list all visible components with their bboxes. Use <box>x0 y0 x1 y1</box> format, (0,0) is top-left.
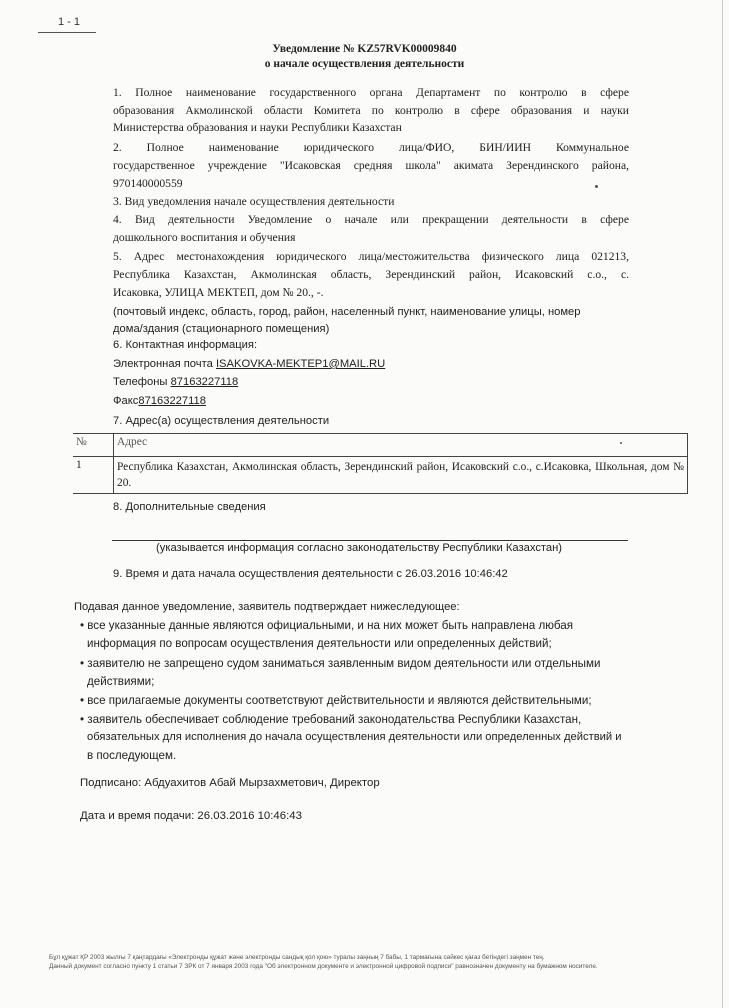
footer-line-ru: Данный документ согласно пункту 1 статьи 7 ЗРК от 7 января 2003 года "Об электронном документе и электронной цифровой подписи" равнозначен документу на бумажном носителе. <box>49 963 598 970</box>
address-table <box>73 433 688 494</box>
page-number: 1 - 1 <box>58 16 81 28</box>
item-4-line-2: дошкольного воспитания и обучения <box>113 231 296 244</box>
item-5-line-1: 5. Адрес местонахождения юридического лица/местожительства физического лица 021213, <box>113 250 629 263</box>
contact-heading: 6. Контактная информация: <box>113 339 258 351</box>
item-8-note: (указывается информация согласно законодательству Республики Казахстан) <box>156 542 563 554</box>
phone-row <box>113 376 238 388</box>
phone-label: Телефоны <box>113 376 168 388</box>
row-address: Республика Казахстан, Акмолинская область, Зерендинский район, Исаковский с.о., с.Исаковка, Школьная, дом № 20. <box>114 457 688 494</box>
item-1-line-3: Министерства образования и науки Республики Казахстан <box>113 121 402 134</box>
item-7-heading: 7. Адрес(а) осуществления деятельности <box>113 415 330 427</box>
item-2-line-3: 970140000559 <box>113 177 183 190</box>
bullet-4-line-3: в последующем. <box>87 749 177 762</box>
item-5-line-2: Республика Казахстан, Акмолинская область, Зерендинский район, Исаковский с.о., с. <box>113 268 629 281</box>
item-4-line-1: 4. Вид деятельности Уведомление о начале или прекращении деятельности в сфере <box>113 213 629 226</box>
email-row <box>113 358 385 370</box>
footer-line-kz: Бұл құжат ҚР 2003 жылғы 7 қаңтардағы «Электронды құжат және электронды сандық қол қою» туралы заңның 7 бабы, 1 тармағына сәйкес қағаз бетіндегі заңмен тең. <box>49 954 545 961</box>
item-9: 9. Время и дата начала осуществления деятельности с 26.03.2016 10:46:42 <box>113 568 508 580</box>
bullet-3: • все прилагаемые документы соответствуют действительности и являются действительными; <box>80 694 592 707</box>
item-5-line-3: Исаковка, УЛИЦА МЕКТЕП, дом № 20., -. <box>113 286 324 299</box>
bullet-2-line-1: • заявителю не запрещено судом заниматься заявленным видом деятельности или отдельными <box>80 657 601 670</box>
item-8-heading: 8. Дополнительные сведения <box>113 501 266 513</box>
scan-edge <box>722 0 723 1008</box>
item-2-line-2: государственное учреждение "Исаковская средняя школа" акимата Зерендинского района, <box>113 159 629 172</box>
item-1-line-2: образования Акмолинской области Комитета по контролю в сфере образования и науки <box>113 104 629 117</box>
item-1-line-1: 1. Полное наименование государственного органа Департамент по контролю в сфере <box>113 86 629 99</box>
confirmation-intro: Подавая данное уведомление, заявитель подтверждает нижеследующее: <box>74 601 460 613</box>
bullet-1-line-1: • все указанные данные являются официальными, и на них может быть направлена любая <box>80 619 574 632</box>
row-number: 1 <box>73 457 114 494</box>
fax-label: Факс <box>113 395 139 407</box>
item-2-line-1: 2. Полное наименование юридического лица/ФИО, БИН/ИИН Коммунальное <box>113 141 629 154</box>
bullet-4-line-1: • заявитель обеспечивает соблюдение требований законодательства Республики Казахстан, <box>80 713 582 726</box>
phone-value: 87163227118 <box>170 376 239 388</box>
additional-info-line <box>112 540 628 541</box>
col-number-header: № <box>73 434 114 457</box>
fax-row <box>113 395 206 407</box>
submission-datetime: Дата и время подачи: 26.03.2016 10:46:43 <box>80 810 302 822</box>
item-3: 3. Вид уведомления начале осуществления деятельности <box>113 195 395 208</box>
address-table-header <box>73 434 688 457</box>
table-row <box>73 457 688 494</box>
bullet-2-line-2: действиями; <box>87 675 155 688</box>
fax-value: 87163227118 <box>138 395 206 407</box>
document-subtitle: о начале осуществления деятельности <box>264 58 465 70</box>
email-value: ISAKOVKA-MEKTEP1@MAIL.RU <box>215 358 386 370</box>
item-5-note-line-1: (почтовый индекс, область, город, район, населенный пункт, наименование улицы, номер <box>113 306 581 318</box>
col-address-header: Адрес <box>114 434 688 457</box>
email-label: Электронная почта <box>113 358 213 370</box>
speck-mark <box>595 185 598 188</box>
document-title: Уведомление № KZ57RVK00009840 <box>272 43 457 55</box>
speck-mark <box>620 442 622 444</box>
bullet-1-line-2: информация по вопросам осуществления деятельности или определенных действий; <box>87 637 552 650</box>
item-5-note-line-2: дома/здания (стационарного помещения) <box>113 323 330 335</box>
signed-by: Подписано: Абдуахитов Абай Мырзахметович, Директор <box>80 777 380 789</box>
bullet-4-line-2: обязательных для исполнения до начала осуществления деятельности или определенных действий и <box>87 731 622 743</box>
